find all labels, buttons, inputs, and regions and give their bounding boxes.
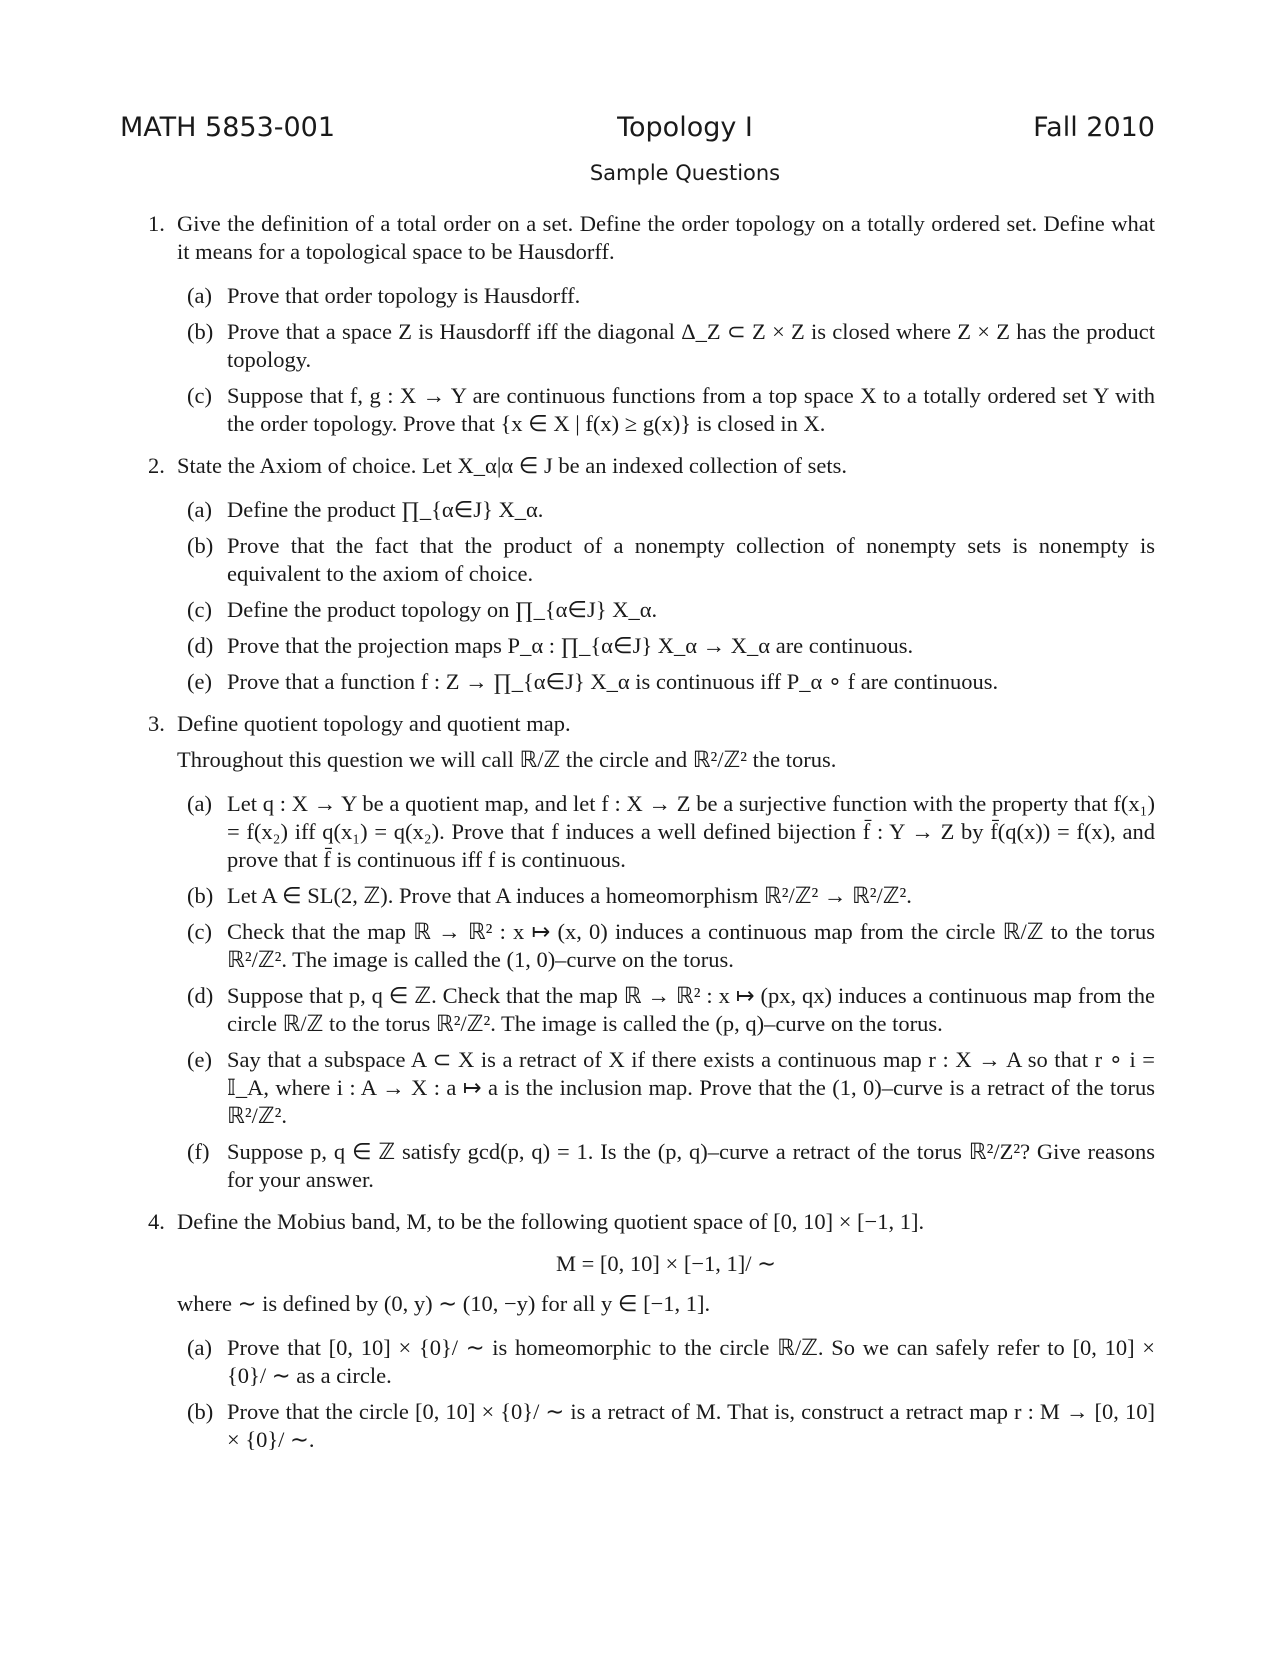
question-number: 4. <box>148 1209 165 1234</box>
question-text: State the Axiom of choice. Let X_α|α ∈ J be an indexed collection of sets. <box>177 453 848 478</box>
question-part <box>177 596 1155 624</box>
question-part <box>177 532 1155 588</box>
part-label: (a) <box>187 497 212 522</box>
part-text: Prove that the circle [0, 10] × {0}/ ∼ is a retract of M. That is, construct a retract map r : M → [0, 10] × {0}/ ∼. <box>227 1399 1155 1452</box>
part-label: (b) <box>187 533 214 558</box>
question-part <box>177 632 1155 660</box>
question-text: Define the Mobius band, M, to be the following quotient space of [0, 10] × [−1, 1]. <box>177 1209 925 1234</box>
part-text: Suppose that p, q ∈ ℤ. Check that the map ℝ → ℝ² : x ↦ (px, qx) induces a continuous map from the circle ℝ/ℤ to the torus ℝ²/ℤ². The image is called the (p, q)–curve on the torus. <box>227 983 1155 1036</box>
question-part <box>177 1334 1155 1390</box>
part-label: (f) <box>187 1139 210 1164</box>
part-text: Let A ∈ SL(2, ℤ). Prove that A induces a homeomorphism ℝ²/ℤ² → ℝ²/ℤ². <box>227 883 912 908</box>
part-text: Define the product ∏_{α∈J} X_α. <box>227 497 544 522</box>
question-part <box>177 282 1155 310</box>
question-part <box>177 1138 1155 1194</box>
part-label: (d) <box>187 633 214 658</box>
part-text: Prove that the projection maps P_α : ∏_{α∈J} X_α → X_α are continuous. <box>227 633 914 658</box>
part-text: Suppose p, q ∈ ℤ satisfy gcd(p, q) = 1. Is the (p, q)–curve a retract of the torus ℝ²/Z²? Give reasons for your answer. <box>227 1139 1155 1192</box>
part-label: (e) <box>187 1047 212 1072</box>
question-number: 3. <box>148 711 165 736</box>
document-subtitle: Sample Questions <box>589 161 781 185</box>
part-label: (a) <box>187 283 212 308</box>
question-part <box>177 982 1155 1038</box>
part-text: Prove that a function f : Z → ∏_{α∈J} X_α is continuous iff P_α ∘ f are continuous. <box>227 669 999 694</box>
question-parts <box>177 1334 1155 1454</box>
part-label: (a) <box>187 1335 212 1360</box>
question-number: 2. <box>148 453 165 478</box>
question-part <box>177 1398 1155 1454</box>
question-text: Give the definition of a total order on a set. Define the order topology on a totally ordered set. Define what it means for a topological space to be Hausdorff. <box>177 211 1155 264</box>
question-1 <box>148 210 1155 438</box>
part-text: Suppose that f, g : X → Y are continuous functions from a top space X to a totally ordered set Y with the order topology. Prove that {x ∈ X | f(x) ≥ g(x)} is closed in X. <box>227 383 1155 436</box>
part-label: (b) <box>187 319 214 344</box>
part-text: Prove that order topology is Hausdorff. <box>227 283 581 308</box>
part-text: Say that a subspace A ⊂ X is a retract of X if there exists a continuous map r : X → A so that r ∘ i = 𝕀_A, where i : A → X : a ↦ a is the inclusion map. Prove that the (1, 0)–curve is a retract of the torus ℝ²/ℤ². <box>227 1047 1155 1128</box>
part-label: (c) <box>187 597 212 622</box>
part-text: Let q : X → Y be a quotient map, and let f : X → Z be a surjective function with the property that f(x₁) = f(x₂) iff q(x₁) = q(x₂). Prove that f induces a well defined bijection f̄ : Y → Z by f̄(q(x)) = f(x), and prove that f̄ is continuous iff f is continuous. <box>227 791 1155 872</box>
part-label: (d) <box>187 983 214 1008</box>
question-part <box>177 668 1155 696</box>
term: Fall 2010 <box>1033 112 1155 143</box>
question-parts <box>177 496 1155 696</box>
question-part <box>177 1046 1155 1130</box>
part-text: Check that the map ℝ → ℝ² : x ↦ (x, 0) induces a continuous map from the circle ℝ/ℤ to the torus ℝ²/ℤ². The image is called the (1, 0)–curve on the torus. <box>227 919 1155 972</box>
question-list <box>148 210 1155 1468</box>
question-part <box>177 918 1155 974</box>
part-label: (b) <box>187 883 214 908</box>
question-part <box>177 318 1155 374</box>
question-followup-text: where ∼ is defined by (0, y) ∼ (10, −y) for all y ∈ [−1, 1]. <box>177 1291 711 1316</box>
course-title: Topology I <box>617 112 753 143</box>
course-code: MATH 5853-001 <box>120 112 336 143</box>
question-number: 1. <box>148 211 165 236</box>
part-text: Prove that a space Z is Hausdorff iff the diagonal Δ_Z ⊂ Z × Z is closed where Z × Z has the product topology. <box>227 319 1155 372</box>
part-label: (b) <box>187 1399 214 1424</box>
part-label: (c) <box>187 919 212 944</box>
question-text: Define quotient topology and quotient map. <box>177 711 571 736</box>
part-text: Prove that the fact that the product of a nonempty collection of nonempty sets is nonempty is equivalent to the axiom of choice. <box>227 533 1155 586</box>
part-label: (e) <box>187 669 212 694</box>
part-text: Define the product topology on ∏_{α∈J} X_α. <box>227 597 658 622</box>
part-label: (a) <box>187 791 212 816</box>
question-part <box>177 882 1155 910</box>
part-label: (c) <box>187 383 212 408</box>
question-part <box>177 382 1155 438</box>
display-equation: M = [0, 10] × [−1, 1]/ ∼ <box>555 1251 777 1276</box>
question-paragraph: Throughout this question we will call ℝ/ℤ the circle and ℝ²/ℤ² the torus. <box>177 747 837 772</box>
question-2 <box>148 452 1155 696</box>
question-4 <box>148 1208 1155 1454</box>
question-parts <box>177 790 1155 1194</box>
question-3 <box>148 710 1155 1194</box>
question-part <box>177 790 1155 874</box>
question-parts <box>177 282 1155 438</box>
part-text: Prove that [0, 10] × {0}/ ∼ is homeomorphic to the circle ℝ/ℤ. So we can safely refer to [0, 10] × {0}/ ∼ as a circle. <box>227 1335 1155 1388</box>
question-part <box>177 496 1155 524</box>
